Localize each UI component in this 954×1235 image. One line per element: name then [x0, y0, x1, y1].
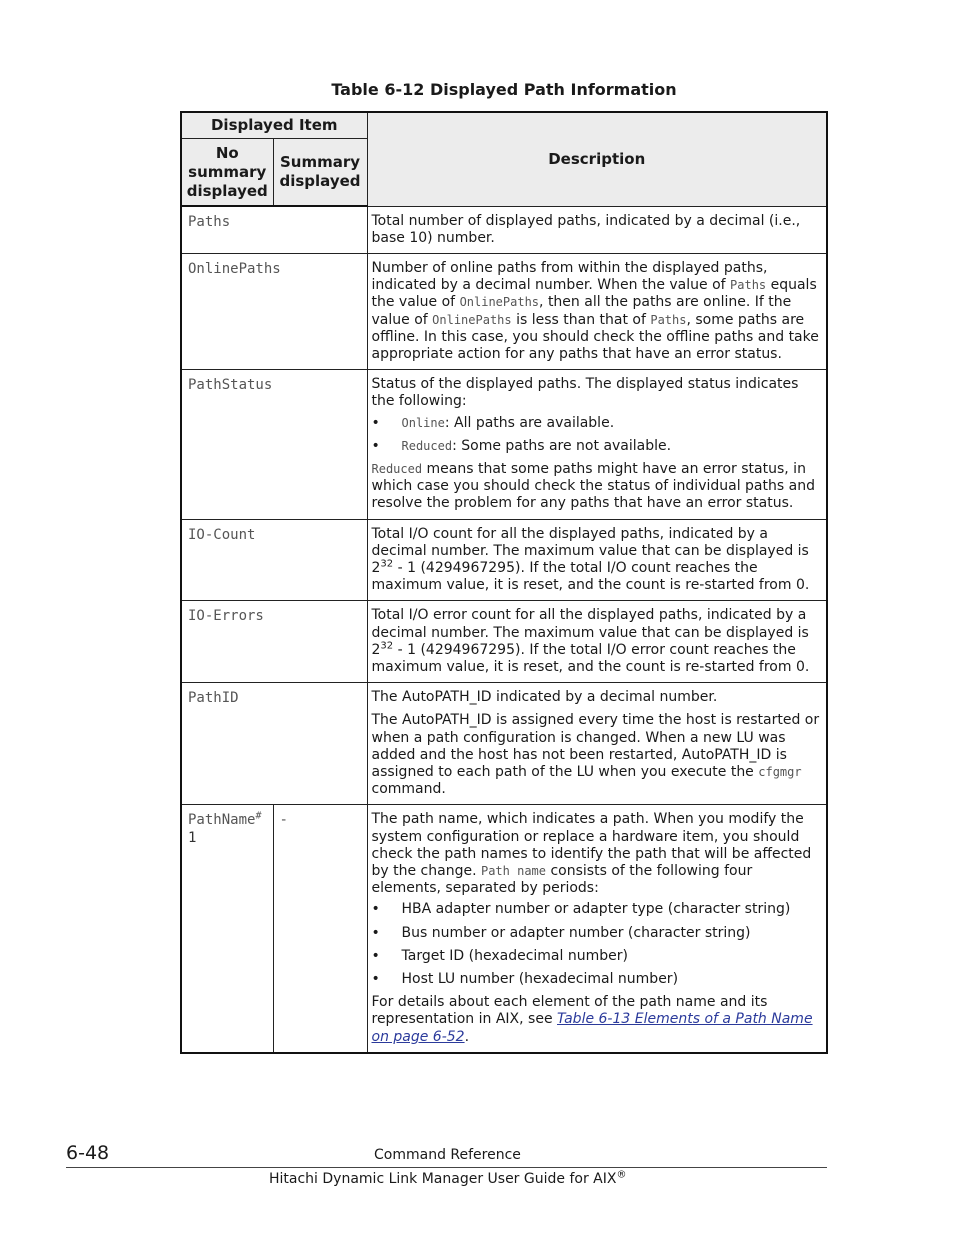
code-term: OnlinePaths [459, 295, 540, 310]
list-item [372, 438, 823, 455]
table-row [181, 370, 827, 519]
footnote-number: 1 [188, 829, 197, 846]
list-item [372, 415, 823, 432]
text: , some paths are offline. In this case, you should check the offline paths and take appropriate action for any paths that have an error status. [371, 311, 819, 362]
desc-text: Status of the displayed paths. The displayed status indicates the following: [371, 376, 799, 410]
footer-divider [66, 1167, 827, 1168]
list-item: • Host LU number (hexadecimal number) [372, 971, 823, 988]
desc-text [372, 607, 823, 676]
status-list [372, 415, 823, 455]
table-row [181, 601, 827, 683]
desc-text [372, 994, 823, 1046]
text: - 1 (4294967295). If the total I/O count reaches the maximum value, it is reset, and the count is re-started from 0. [371, 559, 810, 594]
text: : All paths are available. [444, 414, 615, 431]
text: equals the value of [371, 277, 817, 311]
desc-text: The AutoPATH_ID indicated by a decimal number. [371, 689, 718, 706]
table-row [181, 519, 827, 601]
code-term: Paths [650, 312, 687, 327]
code-term: Online [401, 415, 445, 430]
page-number: 6-48 [66, 1142, 110, 1164]
table-row [181, 805, 827, 1053]
table-row [181, 683, 827, 805]
text: , then all the paths are online. If the value of [371, 294, 792, 328]
desc-iocount [367, 519, 827, 601]
table-row [181, 253, 827, 369]
text: Number of online paths from within the displayed paths, indicated by a decimal number. When the value of [371, 259, 768, 294]
footnote-mark: # [255, 810, 262, 822]
desc-text [372, 811, 823, 897]
guide-name: Hitachi Dynamic Link Manager User Guide for AIX [269, 1171, 617, 1187]
item-pathname [181, 805, 273, 1053]
code-term: cfgmgr [758, 764, 802, 779]
text: The AutoPATH_ID is assigned every time the host is restarted or when a path configuration is changed. When a new LU was added and the host has not been restarted, AutoPATH_ID is assigned to each path of the LU when you execute the [371, 712, 820, 780]
chapter-title: Command Reference [374, 1147, 521, 1163]
text: is less than that of [511, 311, 651, 328]
desc-ioerrors [367, 601, 827, 683]
text: Total I/O count for all the displayed paths, indicated by a decimal number. The maximum value that can be displayed is 2 [371, 525, 809, 576]
text: For details about each element of the path name and its representation in AIX, see [371, 994, 768, 1028]
header-description: Description [367, 112, 827, 206]
desc-paths [367, 206, 827, 253]
text: . [464, 1028, 470, 1045]
desc-text [372, 461, 823, 513]
exponent: 32 [380, 558, 394, 570]
item-paths: Paths [181, 206, 367, 253]
table-caption: Table 6-12 Displayed Path Information [331, 80, 677, 99]
desc-onlinepaths [367, 253, 827, 369]
text: command. [371, 781, 446, 798]
desc-pathstatus [367, 370, 827, 519]
item-pathid: PathID [181, 683, 367, 805]
desc-text [372, 260, 823, 363]
code-term: Path name [480, 864, 547, 878]
text: means that some paths might have an error status, in which case you should check the status of individual paths and resolve the problem for any paths that have an error status. [371, 460, 815, 512]
summary-pathname: - [273, 805, 367, 1053]
desc-text [372, 712, 823, 798]
element-list [372, 901, 823, 988]
exponent: 32 [380, 640, 394, 652]
text: Total I/O error count for all the displayed paths, indicated by a decimal number. The maximum value that can be displayed is 2 [371, 607, 809, 658]
desc-pathname [367, 805, 827, 1053]
code-term: Paths [730, 278, 767, 293]
text: The path name, which indicates a path. When you modify the system configuration or replace a hardware item, you should check the path names to identify the path that will be affected by the change. [371, 811, 812, 879]
text: consists of the following four elements, separated by periods: [371, 863, 753, 897]
text: : Some paths are not available. [452, 437, 672, 454]
header-no-summary: No summary displayed [181, 139, 273, 207]
list-item: • Bus number or adapter number (character string) [372, 925, 823, 942]
displayed-path-info-table [180, 111, 828, 1054]
registered-mark: ® [616, 1169, 627, 1181]
table-6-13-link[interactable]: Table 6-13 Elements of a Path Name on page 6-52 [371, 1011, 813, 1045]
header-summary: Summary displayed [273, 139, 367, 207]
item-ioerrors: IO-Errors [181, 601, 367, 683]
code-term: Reduced [371, 461, 423, 476]
item-pathstatus: PathStatus [181, 370, 367, 519]
code-term: OnlinePaths [432, 312, 512, 327]
header-displayed-item: Displayed Item [181, 112, 367, 139]
table-row [181, 206, 827, 253]
item-onlinepaths: OnlinePaths [181, 253, 367, 369]
guide-title [269, 1171, 626, 1187]
desc-pathid [367, 683, 827, 805]
list-item: • Target ID (hexadecimal number) [372, 948, 823, 965]
desc-text [372, 526, 823, 595]
list-item: • HBA adapter number or adapter type (character string) [372, 901, 823, 918]
desc-text: Total number of displayed paths, indicated by a decimal (i.e., base 10) number. [371, 212, 801, 246]
text: - 1 (4294967295). If the total I/O error count reaches the maximum value, it is reset, and the count is re-started from 0. [371, 641, 810, 675]
item-label: PathName [188, 812, 256, 829]
code-term: Reduced [401, 438, 453, 453]
item-iocount: IO-Count [181, 519, 367, 601]
